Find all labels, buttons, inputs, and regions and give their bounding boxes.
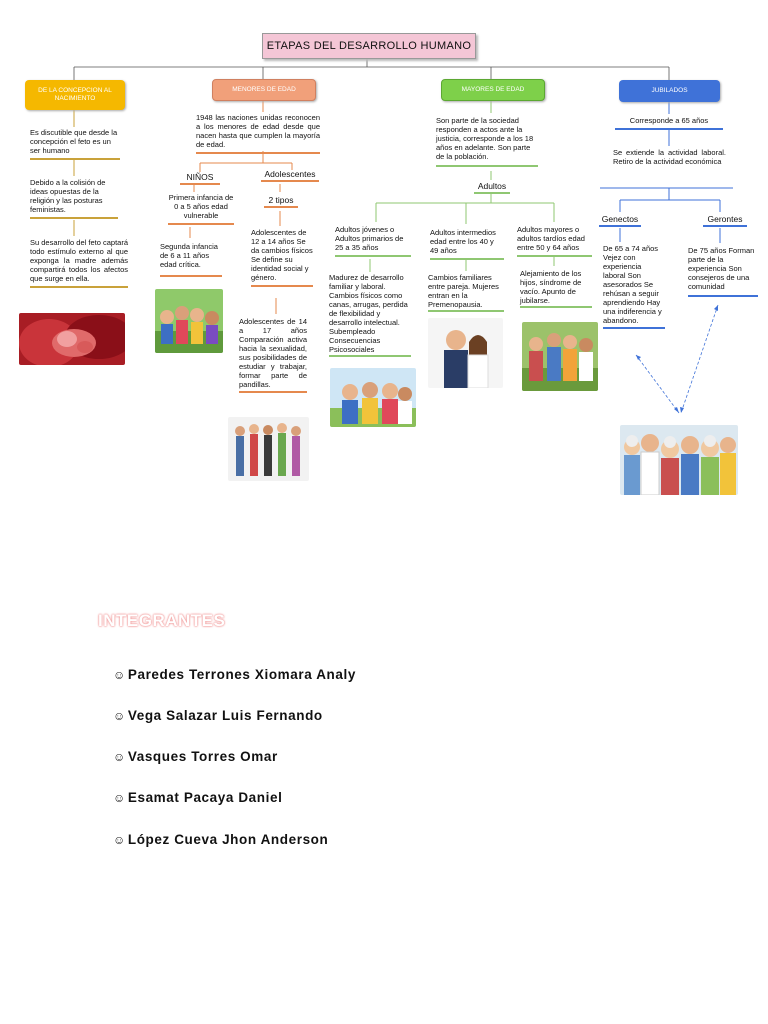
adultos-intermedios-text: Cambios familiares entre pareja. Mujeres entran en la Premenopausia. xyxy=(428,273,504,312)
smile-icon: ☺ xyxy=(113,709,126,723)
gerontes-label: Gerontes xyxy=(703,214,747,227)
category-concepcion: DE LA CONCEPCION AL NACIMIENTO xyxy=(25,80,125,110)
member-name: López Cueva Jhon Anderson xyxy=(127,832,329,847)
jubilados-intro: Corresponde a 65 años xyxy=(615,116,723,130)
member-3 xyxy=(113,749,278,764)
gerontes-text: De 75 años Forman parte de la experiencia Son consejeros de una comunidad xyxy=(688,246,758,297)
smile-icon: ☺ xyxy=(113,833,126,847)
smile-icon: ☺ xyxy=(113,750,126,764)
tipos-label: 2 tipos xyxy=(264,195,298,208)
smile-icon: ☺ xyxy=(113,668,126,682)
middle-adults-photo xyxy=(428,318,503,388)
adultos-tardios: Adultos mayores o adultos tardíos edad entre 50 y 64 años xyxy=(517,225,592,257)
category-jubilados: JUBILADOS xyxy=(619,80,720,102)
jubilados-text: Se extiende la actividad laboral. Retiro de la actividad económica xyxy=(613,148,726,166)
older-adults-photo xyxy=(522,322,598,391)
adolescentes-text-1: Adolescentes de 12 a 14 años Se da cambios físicos Se define su identidad social y género. xyxy=(251,228,313,287)
genectos-label: Genectos xyxy=(599,214,641,227)
diagram-title: ETAPAS DEL DESARROLLO HUMANO xyxy=(262,33,476,59)
member-name: Vega Salazar Luis Fernando xyxy=(127,708,323,723)
fetus-photo xyxy=(19,313,125,365)
category-menores: MENORES DE EDAD xyxy=(212,79,316,101)
member-name: Esamat Pacaya Daniel xyxy=(127,790,283,805)
concepcion-text-2: Debido a la colisión de ideas opuestas de la religión y las posturas feministas. xyxy=(30,178,118,219)
adultos-label: Adultos xyxy=(474,181,510,194)
adultos-jovenes: Adultos jóvenes o Adultos primarios de 25 a 35 años xyxy=(335,225,411,257)
ninos-label: NIÑOS xyxy=(180,172,220,185)
member-1 xyxy=(113,667,356,682)
elderly-photo xyxy=(620,425,738,495)
mayores-intro: Son parte de la sociedad responden a actos ante la justicia, corresponde a los 18 años en adelante. Son parte de la población. xyxy=(436,116,538,167)
adolescentes-text-2: Adolescentes de 14 a 17 años Comparación activa hacia la sexualidad, sus posibilidades de estudiar y trabajar, formar parte de pandillas. xyxy=(239,317,307,393)
member-2 xyxy=(113,708,323,723)
children-photo xyxy=(155,289,223,353)
adolescentes-label: Adolescentes xyxy=(261,169,319,182)
integrantes-title: INTEGRANTES xyxy=(98,611,226,630)
concepcion-text-1: Es discutible que desde la concepción el feto es un ser humano xyxy=(30,128,120,160)
category-mayores: MAYORES DE EDAD xyxy=(441,79,545,101)
adultos-jovenes-text: Madurez de desarrollo familiar y laboral. Cambios físicos como canas, arrugas, perdida de flexibilidad y desarrollo intelectual. Subempleado Consecuencias Psicosociales xyxy=(329,273,411,357)
member-4 xyxy=(113,790,282,805)
teenagers-photo xyxy=(228,417,309,481)
genectos-text: De 65 a 74 años Vejez con experiencia laboral Son asesorados Se rehúsan a seguir aprendiendo Hay una indiferencia y abandono. xyxy=(603,244,665,329)
member-name: Paredes Terrones Xiomara Analy xyxy=(127,667,356,682)
young-adults-photo xyxy=(330,368,416,427)
member-5 xyxy=(113,832,328,847)
adultos-intermedios: Adultos intermedios edad entre los 40 y 49 años xyxy=(430,228,504,260)
menores-intro: 1948 las naciones unidas reconocen a los menores de edad desde que nacen hasta que cumplen la mayoría de edad. xyxy=(196,113,320,154)
smile-icon: ☺ xyxy=(113,791,126,805)
member-name: Vasques Torres Omar xyxy=(127,749,278,764)
adultos-tardios-text: Alejamiento de los hijos, síndrome de vacío. Apunto de jubilarse. xyxy=(520,269,592,308)
ninos-text-2: Segunda infancia de 6 a 11 años edad crítica. xyxy=(160,242,222,277)
concepcion-text-3: Su desarrollo del feto captará todo estímulo externo al que exponga la madre además compartirá todos los afectos que surge en ella. xyxy=(30,238,128,288)
ninos-text-1: Primera infancia de 0 a 5 años edad vulnerable xyxy=(168,193,234,225)
